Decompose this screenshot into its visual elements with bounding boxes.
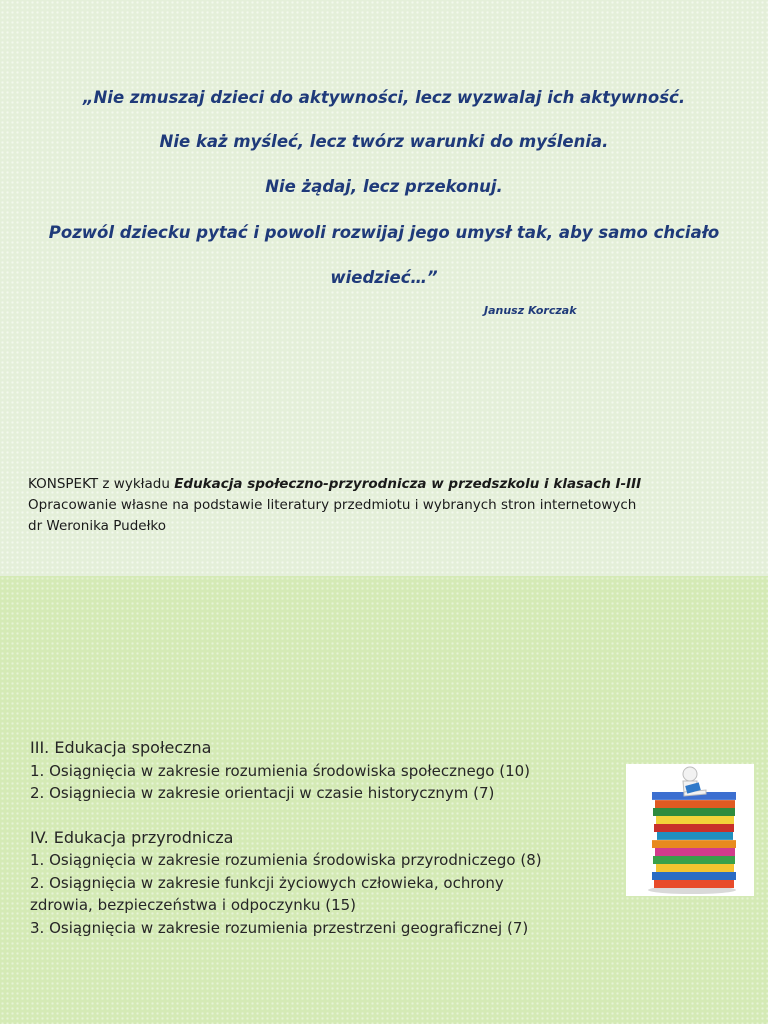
quote-line-1: „Nie zmuszaj dzieci do aktywności, lecz wyzwalaj ich aktywność. — [82, 88, 686, 107]
course-title: Edukacja społeczno-przyrodnicza w przedszkolu i klasach I-III — [174, 476, 642, 492]
quote-line-3: Nie żądaj, lecz przekonuj. — [265, 177, 503, 196]
konspekt-prefix: KONSPEKT z wykładu — [28, 476, 175, 492]
stack-of-books-reader-icon — [626, 764, 754, 896]
quote-line-4: Pozwól dziecku pytać i powoli rozwijaj jego umysł tak, aby samo chciało — [48, 223, 720, 242]
section-heading-nature: IV. Edukacja przyrodnicza — [30, 827, 234, 847]
list-item: 2. Osiągnięcia w zakresie funkcji życiowych człowieka, ochrony — [30, 873, 504, 892]
quote-author: Janusz Korczak — [484, 304, 577, 317]
outline-list — [30, 737, 640, 939]
list-item: 2. Osiągniecia w zakresie orientacji w czasie historycznym (7) — [30, 784, 495, 802]
konspekt-line-1 — [28, 474, 758, 495]
quote-line-5: wiedzieć…” — [330, 268, 438, 287]
quote-line-2: Nie każ myśleć, lecz twórz warunki do myślenia. — [159, 132, 609, 151]
section-heading-social: III. Edukacja społeczna — [30, 738, 212, 757]
list-item: zdrowia, bezpieczeństwa i odpoczynku (15) — [30, 896, 357, 914]
konspekt-block — [28, 474, 758, 537]
list-item: 1. Osiągnięcia w zakresie rozumienia środowiska przyrodniczego (8) — [30, 851, 542, 869]
list-item: 3. Osiągnięcia w zakresie rozumienia przestrzeni geograficznej (7) — [30, 918, 529, 937]
list-item: 1. Osiągnięcia w zakresie rozumienia środowiska społecznego (10) — [30, 761, 531, 780]
konspekt-line-2: Opracowanie własne na podstawie literatury przedmiotu i wybranych stron internetowych — [28, 497, 637, 513]
lecturer-name: dr Weronika Pudełko — [28, 518, 167, 534]
